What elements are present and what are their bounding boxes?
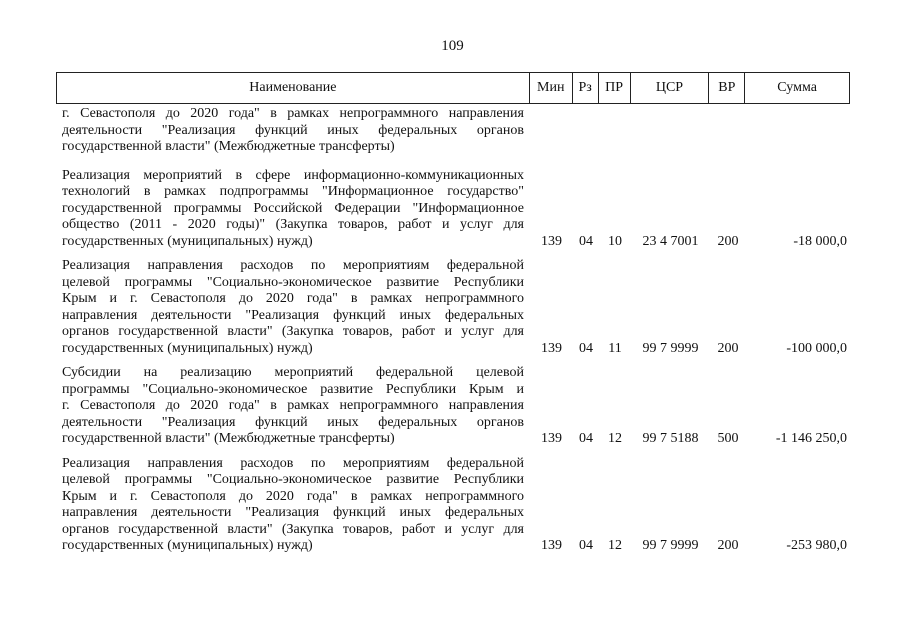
row-codes bbox=[530, 538, 850, 555]
row-name-line: Субсидии на реализацию мероприятий федеральной целевой bbox=[62, 365, 524, 380]
row-rz: 04 bbox=[579, 431, 593, 446]
row-sum: -253 980,0 bbox=[786, 538, 847, 553]
row-min: 139 bbox=[541, 233, 562, 249]
row-csr: 99 7 9999 bbox=[642, 340, 699, 356]
row-name-line: Реализация направления расходов по мероприятиям федеральной bbox=[62, 455, 524, 471]
row-pr: 11 bbox=[608, 340, 622, 356]
row-codes bbox=[530, 341, 850, 358]
row-vr: 500 bbox=[717, 431, 739, 446]
row-sum: -100 000,0 bbox=[786, 340, 847, 356]
table-row bbox=[56, 106, 850, 156]
table-row bbox=[56, 456, 850, 555]
row-name-line: деятельности "Реализация функций иных федеральных органов bbox=[62, 414, 524, 430]
row-name-line: органов государственной власти" (Закупка товаров, работ и услуг для bbox=[62, 521, 524, 537]
row-csr: 99 7 5188 bbox=[642, 431, 699, 446]
row-pr: 10 bbox=[608, 233, 622, 249]
budget-table bbox=[56, 72, 850, 555]
header-vr: ВР bbox=[709, 73, 745, 103]
row-vr: 200 bbox=[717, 340, 739, 356]
header-sum: Сумма bbox=[777, 80, 817, 95]
row-rz: 04 bbox=[579, 538, 593, 553]
row-name bbox=[56, 258, 530, 357]
page-number: 109 bbox=[441, 38, 464, 54]
row-rz: 04 bbox=[579, 340, 593, 356]
row-name-line: целевой программы "Социально-экономическое развитие Республики bbox=[62, 274, 524, 290]
row-name-line: Крым и г. Севастополя до 2020 года" в рамках непрограммного bbox=[62, 488, 524, 504]
row-name-line: направления деятельности "Реализация функций иных федеральных bbox=[62, 307, 524, 323]
row-name-line: Крым и г. Севастополя до 2020 года" в рамках непрограммного bbox=[62, 291, 524, 306]
row-name-line: деятельности "Реализация функций иных федеральных органов bbox=[62, 122, 524, 138]
row-name-line: органов государственной власти" (Закупка товаров, работ и услуг для bbox=[62, 324, 524, 339]
row-name-line: общество (2011 - 2020 годы)" (Закупка товаров, работ и услуг для bbox=[62, 217, 524, 232]
row-min: 139 bbox=[541, 340, 562, 356]
row-name bbox=[56, 365, 530, 448]
row-name-line: технологий в рамках подпрограммы "Информационное государство" bbox=[62, 184, 524, 199]
table-row bbox=[56, 258, 850, 357]
row-name-line: Реализация мероприятий в сфере информационно-коммуникационных bbox=[62, 167, 524, 183]
row-pr: 12 bbox=[608, 538, 622, 553]
row-codes bbox=[530, 234, 850, 251]
table-row bbox=[56, 365, 850, 448]
row-name-line: целевой программы "Социально-экономическое развитие Республики bbox=[62, 472, 524, 487]
row-csr: 23 4 7001 bbox=[642, 233, 699, 249]
row-vr: 200 bbox=[717, 538, 739, 553]
row-name-line: Реализация направления расходов по мероприятиям федеральной bbox=[62, 258, 524, 273]
table-body bbox=[56, 106, 850, 555]
row-name bbox=[56, 106, 530, 156]
row-name bbox=[56, 168, 530, 251]
row-name-line: государственной программы Российской Федерации "Информационное bbox=[62, 200, 524, 216]
row-name-line: государственных (муниципальных) нужд) bbox=[62, 340, 313, 356]
header-min: Мин bbox=[530, 73, 573, 103]
row-name-line: направления деятельности "Реализация функций иных федеральных bbox=[62, 505, 524, 520]
row-name-line: г. Севастополя до 2020 года" в рамках непрограммного направления bbox=[62, 106, 524, 121]
row-sum: -1 146 250,0 bbox=[775, 431, 847, 446]
header-pr: ПР bbox=[599, 73, 631, 103]
row-min: 139 bbox=[541, 431, 562, 446]
row-csr: 99 7 9999 bbox=[642, 538, 699, 553]
header-rz: Рз bbox=[573, 73, 599, 103]
header-csr: ЦСР bbox=[631, 73, 710, 103]
row-min: 139 bbox=[541, 538, 562, 553]
row-rz: 04 bbox=[579, 233, 593, 249]
table-header bbox=[56, 72, 850, 104]
row-name-line: государственной власти" (Межбюджетные трансферты) bbox=[62, 139, 395, 154]
row-vr: 200 bbox=[717, 233, 739, 249]
row-codes bbox=[530, 431, 850, 448]
row-name bbox=[56, 456, 530, 555]
row-name-line: государственной власти" (Межбюджетные трансферты) bbox=[62, 431, 395, 446]
header-name: Наименование bbox=[57, 73, 530, 103]
row-name-line: программы "Социально-экономическое развитие Республики Крым и bbox=[62, 381, 524, 397]
row-name-line: государственных (муниципальных) нужд) bbox=[62, 538, 313, 553]
row-name-line: государственных (муниципальных) нужд) bbox=[62, 233, 313, 249]
table-row bbox=[56, 168, 850, 251]
row-name-line: г. Севастополя до 2020 года" в рамках непрограммного направления bbox=[62, 398, 524, 413]
row-sum: -18 000,0 bbox=[793, 233, 847, 249]
row-pr: 12 bbox=[608, 431, 622, 446]
